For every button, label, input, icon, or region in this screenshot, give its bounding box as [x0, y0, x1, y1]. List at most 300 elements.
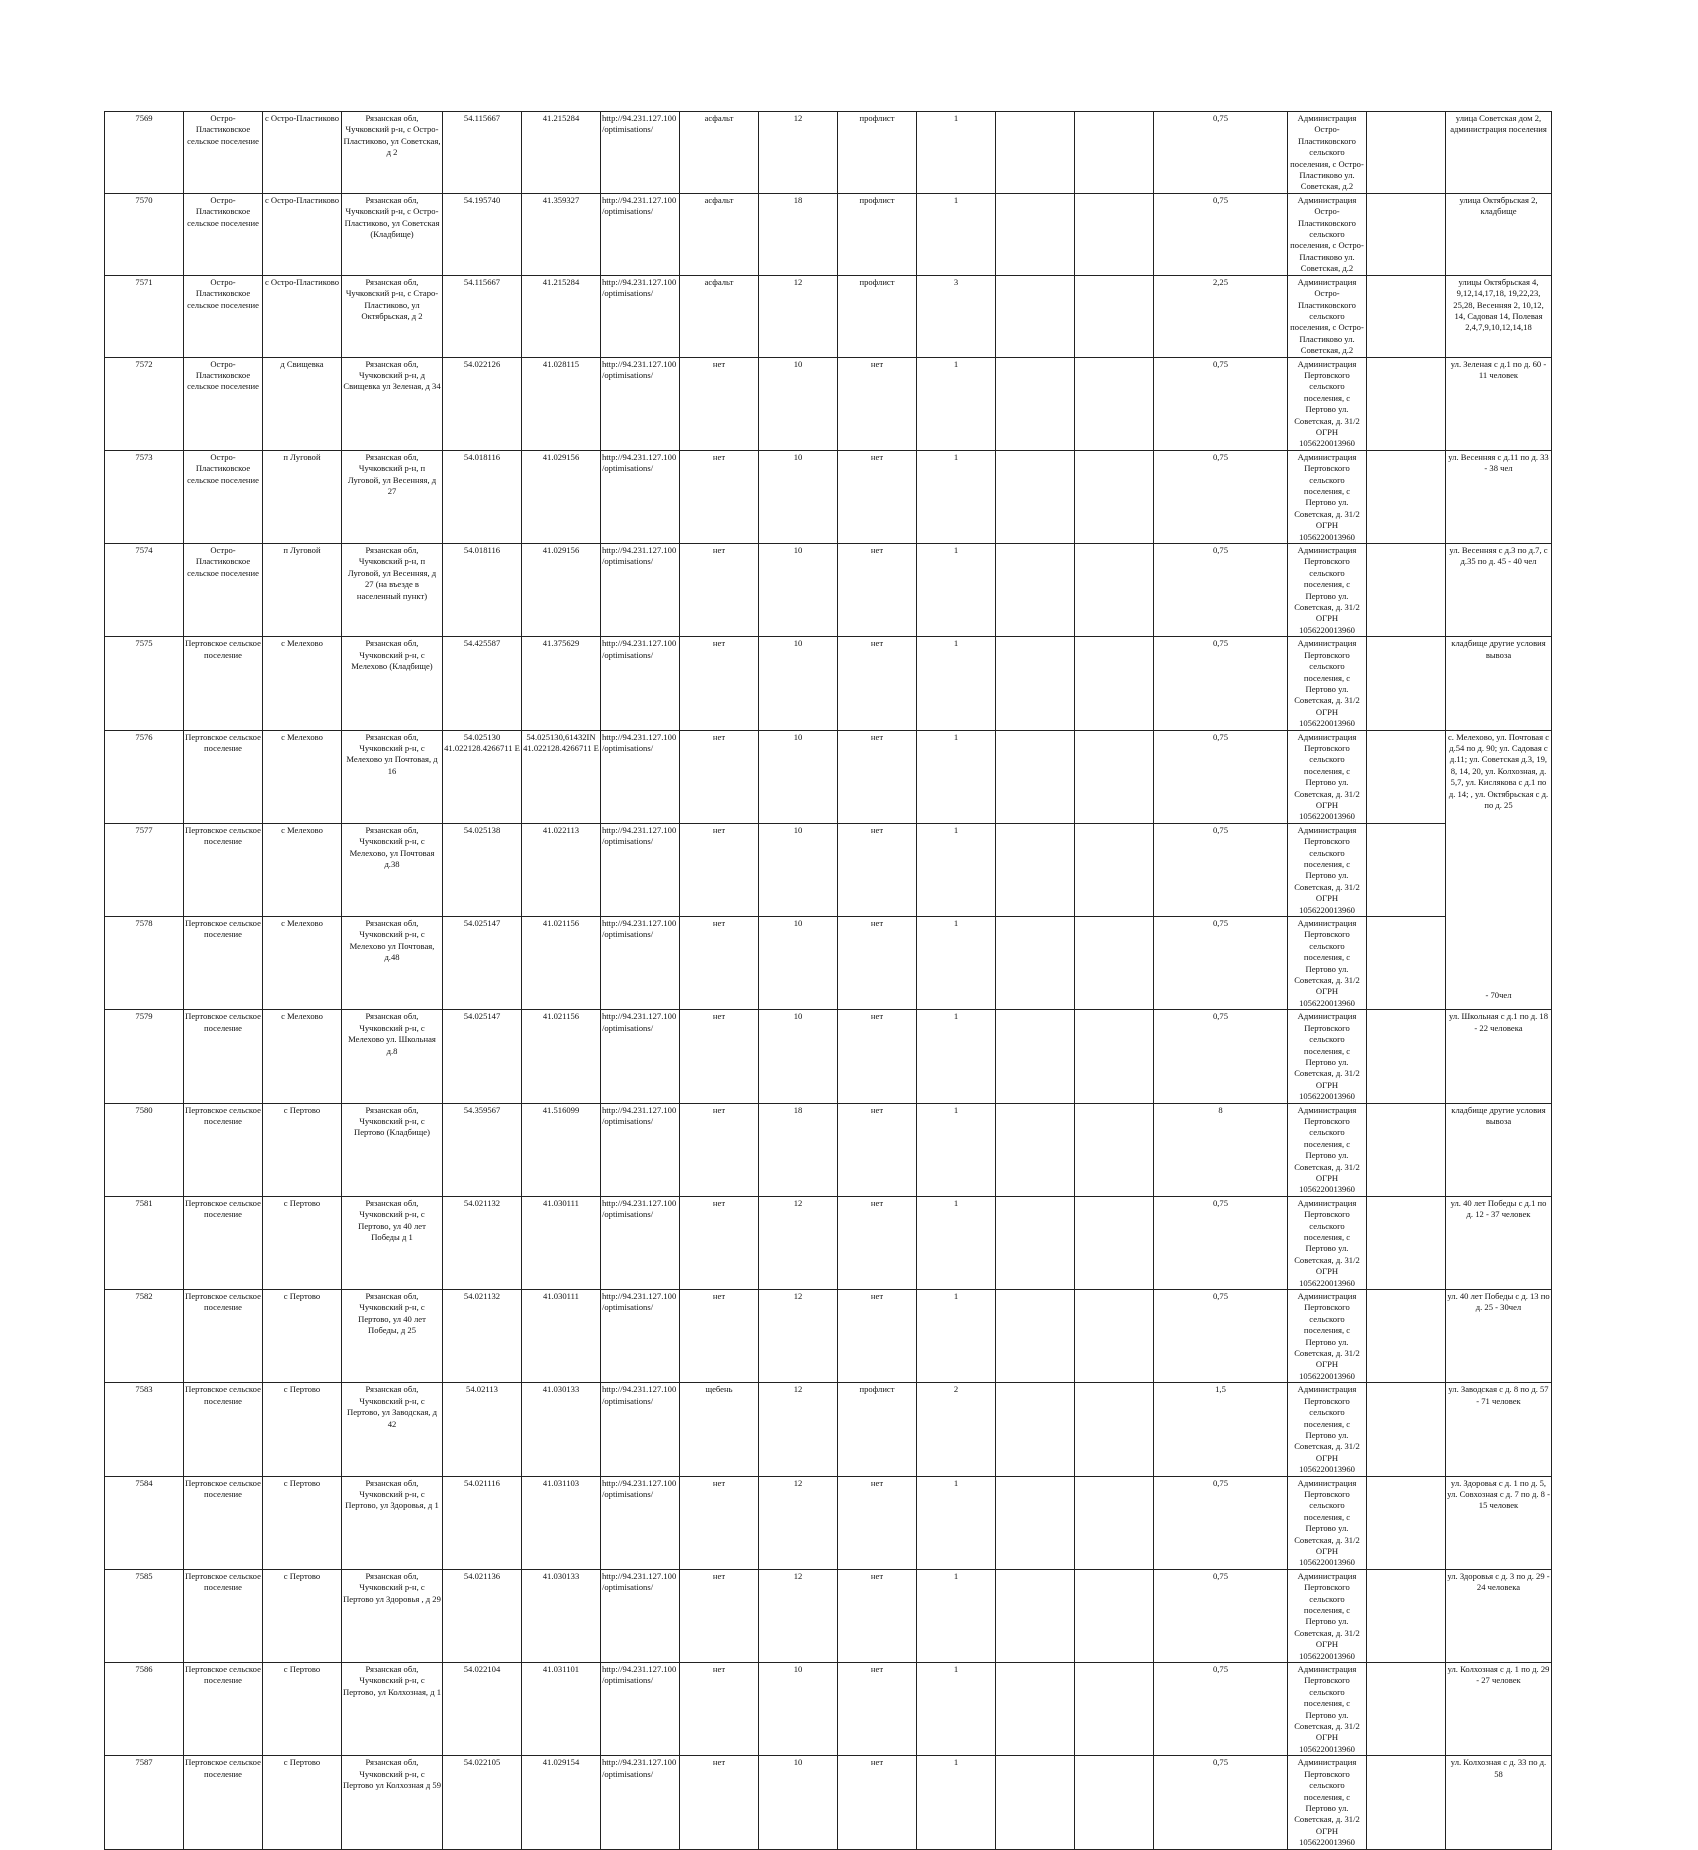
- fence-cell: нет: [838, 1756, 917, 1849]
- settlement-cell: Пертовское сельское поселение: [184, 1383, 263, 1476]
- owner-cell: Администрация Остро-Пластиковского сельского поселения, с Остро-Пластиково ул. Советская, д.2: [1288, 112, 1367, 194]
- address-cell: Рязанская обл, Чучковский р-н, с Пертово (Кладбище): [342, 1103, 443, 1196]
- fence-cell: нет: [838, 357, 917, 450]
- latitude-cell: 54.018116: [443, 544, 522, 637]
- longitude-cell: 41.031101: [522, 1663, 601, 1756]
- settlement-cell: Пертовское сельское поселение: [184, 823, 263, 916]
- empty-cell: [996, 1010, 1075, 1103]
- fence-cell: профлист: [838, 1383, 917, 1476]
- served-objects-cell: ул. Заводская с д. 8 по д. 57 - 71 человек: [1446, 1383, 1552, 1476]
- settlement-cell: Пертовское сельское поселение: [184, 1196, 263, 1289]
- address-cell: Рязанская обл, Чучковский р-н, п Луговой, ул Весенняя, д 27 (на въезде в населенный пункт): [342, 544, 443, 637]
- area-cell: 10: [759, 1756, 838, 1849]
- locality-cell: с Остро-Пластиково: [263, 193, 342, 275]
- link-cell: http://94.231.127.100/optimisations/: [601, 1569, 680, 1662]
- empty-cell: [1075, 730, 1154, 823]
- area-cell: 10: [759, 917, 838, 1010]
- container-count-cell: 1: [917, 1290, 996, 1383]
- settlement-cell: Пертовское сельское поселение: [184, 1103, 263, 1196]
- table-row: [105, 112, 1552, 194]
- locality-cell: с Мелехово: [263, 1010, 342, 1103]
- empty-cell: [996, 112, 1075, 194]
- owner-cell: Администрация Пертовского сельского поселения, с Пертово ул. Советская, д. 31/2 ОГРН 1056220013960: [1288, 1103, 1367, 1196]
- empty-cell: [996, 917, 1075, 1010]
- address-cell: Рязанская обл, Чучковский р-н, с Пертово, ул 40 лет Победы, д 25: [342, 1290, 443, 1383]
- table-row: [105, 1663, 1552, 1756]
- surface-cell: нет: [680, 1476, 759, 1569]
- fence-cell: нет: [838, 450, 917, 543]
- container-count-cell: 3: [917, 275, 996, 357]
- empty-cell: [1075, 275, 1154, 357]
- container-count-cell: 2: [917, 1383, 996, 1476]
- empty-cell: [996, 1569, 1075, 1662]
- table-row: [105, 1290, 1552, 1383]
- empty-cell: [1367, 1756, 1446, 1849]
- empty-cell: [1367, 917, 1446, 1010]
- owner-cell: Администрация Пертовского сельского поселения, с Пертово ул. Советская, д. 31/2 ОГРН 1056220013960: [1288, 357, 1367, 450]
- empty-cell: [1075, 1663, 1154, 1756]
- container-volume-cell: 0,75: [1154, 193, 1288, 275]
- owner-cell: Администрация Остро-Пластиковского сельского поселения, с Остро-Пластиково ул. Советская, д.2: [1288, 193, 1367, 275]
- row-number-cell: 7576: [105, 730, 184, 823]
- empty-cell: [996, 450, 1075, 543]
- row-number-cell: 7581: [105, 1196, 184, 1289]
- locality-cell: с Мелехово: [263, 823, 342, 916]
- longitude-cell: 41.359327: [522, 193, 601, 275]
- latitude-cell: 54.025138: [443, 823, 522, 916]
- longitude-cell: 41.030133: [522, 1569, 601, 1662]
- longitude-cell: 41.021156: [522, 917, 601, 1010]
- container-count-cell: 1: [917, 637, 996, 730]
- settlement-cell: Пертовское сельское поселение: [184, 1663, 263, 1756]
- empty-cell: [996, 730, 1075, 823]
- row-number-cell: 7587: [105, 1756, 184, 1849]
- empty-cell: [996, 1663, 1075, 1756]
- empty-cell: [1367, 275, 1446, 357]
- address-cell: Рязанская обл, Чучковский р-н, с Пертово ул Колхозная д 59: [342, 1756, 443, 1849]
- served-objects-cell: с. Мелехово, ул. Почтовая с д.54 по д. 90; ул. Садовая с д.11; ул. Советская д.3, 19, 8, 14, 20, ул. Колхозная, д. 5,7, ул. Кислякова с д.1 по д. 14; , ул. Октябрьская с д. по д. 25: [1446, 730, 1552, 823]
- longitude-cell: 41.029156: [522, 450, 601, 543]
- row-number-cell: 7577: [105, 823, 184, 916]
- surface-cell: нет: [680, 1569, 759, 1662]
- empty-cell: [1367, 1196, 1446, 1289]
- fence-cell: нет: [838, 1196, 917, 1289]
- surface-cell: нет: [680, 1290, 759, 1383]
- empty-cell: [1075, 544, 1154, 637]
- area-cell: 10: [759, 730, 838, 823]
- table-body: [105, 112, 1552, 1850]
- settlement-cell: Пертовское сельское поселение: [184, 1756, 263, 1849]
- link-cell: http://94.231.127.100/optimisations/: [601, 357, 680, 450]
- fence-cell: нет: [838, 1103, 917, 1196]
- fence-cell: нет: [838, 1569, 917, 1662]
- locality-cell: с Пертово: [263, 1569, 342, 1662]
- locality-cell: с Пертово: [263, 1756, 342, 1849]
- fence-cell: нет: [838, 544, 917, 637]
- table-row: [105, 193, 1552, 275]
- address-cell: Рязанская обл, Чучковский р-н, с Пертово, ул Колхозная, д 1: [342, 1663, 443, 1756]
- served-objects-cell: ул. Здоровья с д. 1 по д. 5, ул. Совхозная с д. 7 по д. 8 - 15 человек: [1446, 1476, 1552, 1569]
- link-cell: http://94.231.127.100/optimisations/: [601, 823, 680, 916]
- area-cell: 12: [759, 1196, 838, 1289]
- served-objects-cell: ул. Весенняя с д.11 по д. 33 - 38 чел: [1446, 450, 1552, 543]
- locality-cell: с Остро-Пластиково: [263, 112, 342, 194]
- owner-cell: Администрация Пертовского сельского поселения, с Пертово ул. Советская, д. 31/2 ОГРН 1056220013960: [1288, 730, 1367, 823]
- table-row: [105, 823, 1552, 916]
- address-cell: Рязанская обл, Чучковский р-н, с Мелехово, ул Почтовая д.38: [342, 823, 443, 916]
- surface-cell: нет: [680, 637, 759, 730]
- empty-cell: [1075, 1756, 1154, 1849]
- link-cell: http://94.231.127.100/optimisations/: [601, 1383, 680, 1476]
- container-volume-cell: 0,75: [1154, 1010, 1288, 1103]
- container-count-cell: 1: [917, 730, 996, 823]
- address-cell: Рязанская обл, Чучковский р-н, с Пертово ул Здоровья , д 29: [342, 1569, 443, 1662]
- latitude-cell: 54.021136: [443, 1569, 522, 1662]
- area-cell: 12: [759, 112, 838, 194]
- table-row: [105, 357, 1552, 450]
- surface-cell: нет: [680, 1196, 759, 1289]
- served-objects-cell: кладбище другие условия вывоза: [1446, 637, 1552, 730]
- settlement-cell: Остро-Пластиковское сельское поселение: [184, 450, 263, 543]
- container-volume-cell: 0,75: [1154, 637, 1288, 730]
- table-row: [105, 275, 1552, 357]
- empty-cell: [1075, 917, 1154, 1010]
- area-cell: 10: [759, 544, 838, 637]
- surface-cell: нет: [680, 1756, 759, 1849]
- served-objects-cell: улицы Октябрьская 4, 9,12,14,17,18, 19,22,23, 25,28, Весенняя 2, 10,12, 14, Садовая 14, Полевая 2,4,7,9,10,12,14,18: [1446, 275, 1552, 357]
- address-cell: Рязанская обл, Чучковский р-н, с Пертово, ул Заводская, д 42: [342, 1383, 443, 1476]
- container-count-cell: 1: [917, 112, 996, 194]
- latitude-cell: 54.115667: [443, 275, 522, 357]
- empty-cell: [1075, 1196, 1154, 1289]
- empty-cell: [1075, 1569, 1154, 1662]
- owner-cell: Администрация Пертовского сельского поселения, с Пертово ул. Советская, д. 31/2 ОГРН 1056220013960: [1288, 1383, 1367, 1476]
- empty-cell: [1075, 1290, 1154, 1383]
- area-cell: 18: [759, 1103, 838, 1196]
- fence-cell: нет: [838, 917, 917, 1010]
- area-cell: 10: [759, 357, 838, 450]
- row-number-cell: 7578: [105, 917, 184, 1010]
- container-volume-cell: 0,75: [1154, 1663, 1288, 1756]
- latitude-cell: 54.425587: [443, 637, 522, 730]
- container-count-cell: 1: [917, 1663, 996, 1756]
- row-number-cell: 7570: [105, 193, 184, 275]
- table-row: [105, 730, 1552, 823]
- settlement-cell: Остро-Пластиковское сельское поселение: [184, 193, 263, 275]
- area-cell: 10: [759, 637, 838, 730]
- empty-cell: [1367, 1569, 1446, 1662]
- latitude-cell: 54.025147: [443, 917, 522, 1010]
- empty-cell: [996, 1196, 1075, 1289]
- empty-cell: [1367, 823, 1446, 916]
- surface-cell: нет: [680, 357, 759, 450]
- owner-cell: Администрация Пертовского сельского поселения, с Пертово ул. Советская, д. 31/2 ОГРН 1056220013960: [1288, 450, 1367, 543]
- table-row: [105, 1196, 1552, 1289]
- row-number-cell: 7575: [105, 637, 184, 730]
- container-count-cell: 1: [917, 1196, 996, 1289]
- settlement-cell: Остро-Пластиковское сельское поселение: [184, 112, 263, 194]
- empty-cell: [1075, 450, 1154, 543]
- empty-cell: [996, 357, 1075, 450]
- longitude-cell: 41.215284: [522, 112, 601, 194]
- area-cell: 12: [759, 1569, 838, 1662]
- fence-cell: нет: [838, 1010, 917, 1103]
- container-count-cell: 1: [917, 917, 996, 1010]
- longitude-cell: 41.029154: [522, 1756, 601, 1849]
- empty-cell: [1367, 1663, 1446, 1756]
- locality-cell: с Мелехово: [263, 730, 342, 823]
- container-volume-cell: 0,75: [1154, 450, 1288, 543]
- settlement-cell: Пертовское сельское поселение: [184, 730, 263, 823]
- container-count-cell: 1: [917, 1569, 996, 1662]
- row-number-cell: 7583: [105, 1383, 184, 1476]
- fence-cell: профлист: [838, 193, 917, 275]
- container-volume-cell: 8: [1154, 1103, 1288, 1196]
- surface-cell: асфальт: [680, 193, 759, 275]
- locality-cell: с Пертово: [263, 1383, 342, 1476]
- address-cell: Рязанская обл, Чучковский р-н, с Остро-Пластиково, ул Советская (Кладбище): [342, 193, 443, 275]
- served-objects-cell: ул. 40 лет Победы с д.1 по д. 12 - 37 человек: [1446, 1196, 1552, 1289]
- served-objects-cell: ул. Весенняя с д.3 по д.7, с д.35 по д. 45 - 40 чел: [1446, 544, 1552, 637]
- empty-cell: [1075, 1103, 1154, 1196]
- table-row: [105, 637, 1552, 730]
- empty-cell: [1367, 1010, 1446, 1103]
- empty-cell: [1075, 193, 1154, 275]
- latitude-cell: 54.022126: [443, 357, 522, 450]
- container-count-cell: 1: [917, 823, 996, 916]
- empty-cell: [1367, 1476, 1446, 1569]
- owner-cell: Администрация Пертовского сельского поселения, с Пертово ул. Советская, д. 31/2 ОГРН 1056220013960: [1288, 1663, 1367, 1756]
- locality-cell: с Пертово: [263, 1663, 342, 1756]
- empty-cell: [1075, 357, 1154, 450]
- empty-cell: [996, 823, 1075, 916]
- empty-cell: [1367, 193, 1446, 275]
- area-cell: 18: [759, 193, 838, 275]
- served-objects-cell: ул. Колхозная с д. 1 по д. 29 - 27 человек: [1446, 1663, 1552, 1756]
- empty-cell: [1367, 637, 1446, 730]
- surface-cell: нет: [680, 1103, 759, 1196]
- surface-cell: нет: [680, 1663, 759, 1756]
- empty-cell: [1075, 1476, 1154, 1569]
- latitude-cell: 54.025147: [443, 1010, 522, 1103]
- link-cell: http://94.231.127.100/optimisations/: [601, 1290, 680, 1383]
- container-count-cell: 1: [917, 193, 996, 275]
- container-volume-cell: 0,75: [1154, 544, 1288, 637]
- link-cell: http://94.231.127.100/optimisations/: [601, 917, 680, 1010]
- settlement-cell: Остро-Пластиковское сельское поселение: [184, 357, 263, 450]
- empty-cell: [996, 1476, 1075, 1569]
- table-row: [105, 1476, 1552, 1569]
- served-objects-cell: ул. Здоровья с д. 3 по д. 29 - 24 человека: [1446, 1569, 1552, 1662]
- locality-cell: п Луговой: [263, 544, 342, 637]
- longitude-cell: 41.022113: [522, 823, 601, 916]
- row-number-cell: 7572: [105, 357, 184, 450]
- table-row: [105, 1756, 1552, 1849]
- link-cell: http://94.231.127.100/optimisations/: [601, 1196, 680, 1289]
- served-objects-cell: улица Советская дом 2, администрация поселения: [1446, 112, 1552, 194]
- empty-cell: [1367, 112, 1446, 194]
- container-count-cell: 1: [917, 1103, 996, 1196]
- container-volume-cell: 0,75: [1154, 917, 1288, 1010]
- link-cell: http://94.231.127.100/optimisations/: [601, 1476, 680, 1569]
- settlement-cell: Пертовское сельское поселение: [184, 637, 263, 730]
- container-volume-cell: 0,75: [1154, 1196, 1288, 1289]
- row-number-cell: 7579: [105, 1010, 184, 1103]
- container-volume-cell: 0,75: [1154, 357, 1288, 450]
- owner-cell: Администрация Пертовского сельского поселения, с Пертово ул. Советская, д. 31/2 ОГРН 1056220013960: [1288, 1010, 1367, 1103]
- row-number-cell: 7580: [105, 1103, 184, 1196]
- table-row: [105, 917, 1552, 1010]
- latitude-cell: 54.022104: [443, 1663, 522, 1756]
- empty-cell: [1075, 1010, 1154, 1103]
- area-cell: 12: [759, 1290, 838, 1383]
- longitude-cell: 41.031103: [522, 1476, 601, 1569]
- served-objects-cell: кладбище другие условия вывоза: [1446, 1103, 1552, 1196]
- container-volume-cell: 0,75: [1154, 112, 1288, 194]
- container-count-cell: 1: [917, 357, 996, 450]
- registry-table: [104, 111, 1552, 1850]
- served-objects-cell: улица Октябрьская 2, кладбище: [1446, 193, 1552, 275]
- surface-cell: нет: [680, 917, 759, 1010]
- empty-cell: [1367, 1383, 1446, 1476]
- row-number-cell: 7569: [105, 112, 184, 194]
- fence-cell: нет: [838, 1663, 917, 1756]
- table-row: [105, 450, 1552, 543]
- latitude-cell: 54.021132: [443, 1290, 522, 1383]
- link-cell: http://94.231.127.100/optimisations/: [601, 1103, 680, 1196]
- container-volume-cell: 0,75: [1154, 1756, 1288, 1849]
- settlement-cell: Остро-Пластиковское сельское поселение: [184, 275, 263, 357]
- longitude-cell: 41.021156: [522, 1010, 601, 1103]
- link-cell: http://94.231.127.100/optimisations/: [601, 275, 680, 357]
- surface-cell: нет: [680, 1010, 759, 1103]
- empty-cell: [1367, 357, 1446, 450]
- latitude-cell: 54.195740: [443, 193, 522, 275]
- address-cell: Рязанская обл, Чучковский р-н, д Свищевка ул Зеленая, д 34: [342, 357, 443, 450]
- link-cell: http://94.231.127.100/optimisations/: [601, 1663, 680, 1756]
- latitude-cell: 54.359567: [443, 1103, 522, 1196]
- area-cell: 10: [759, 450, 838, 543]
- surface-cell: щебень: [680, 1383, 759, 1476]
- empty-cell: [1367, 730, 1446, 823]
- locality-cell: с Пертово: [263, 1196, 342, 1289]
- link-cell: http://94.231.127.100/optimisations/: [601, 544, 680, 637]
- container-volume-cell: 1,5: [1154, 1383, 1288, 1476]
- address-cell: Рязанская обл, Чучковский р-н, с Старо-Пластиково, ул Октябрьская, д 2: [342, 275, 443, 357]
- locality-cell: п Луговой: [263, 450, 342, 543]
- row-number-cell: 7582: [105, 1290, 184, 1383]
- longitude-cell: 41.029156: [522, 544, 601, 637]
- empty-cell: [996, 544, 1075, 637]
- address-cell: Рязанская обл, Чучковский р-н, п Луговой, ул Весенняя, д 27: [342, 450, 443, 543]
- settlement-cell: Пертовское сельское поселение: [184, 1010, 263, 1103]
- address-cell: Рязанская обл, Чучковский р-н, с Мелехово ул Почтовая, д 16: [342, 730, 443, 823]
- container-volume-cell: 0,75: [1154, 1569, 1288, 1662]
- address-cell: Рязанская обл, Чучковский р-н, с Пертово, ул Здоровья, д 1: [342, 1476, 443, 1569]
- fence-cell: нет: [838, 730, 917, 823]
- latitude-cell: 54.025130 41.022128.4266711 Е: [443, 730, 522, 823]
- latitude-cell: 54.115667: [443, 112, 522, 194]
- latitude-cell: 54.022105: [443, 1756, 522, 1849]
- surface-cell: нет: [680, 823, 759, 916]
- served-objects-cell: ул. Колхозная с д. 33 по д. 58: [1446, 1756, 1552, 1849]
- owner-cell: Администрация Пертовского сельского поселения, с Пертово ул. Советская, д. 31/2 ОГРН 1056220013960: [1288, 823, 1367, 916]
- locality-cell: с Пертово: [263, 1476, 342, 1569]
- row-number-cell: 7586: [105, 1663, 184, 1756]
- settlement-cell: Пертовское сельское поселение: [184, 917, 263, 1010]
- row-number-cell: 7574: [105, 544, 184, 637]
- settlement-cell: Пертовское сельское поселение: [184, 1290, 263, 1383]
- row-number-cell: 7585: [105, 1569, 184, 1662]
- address-cell: Рязанская обл, Чучковский р-н, с Мелехово ул Почтовая, д.48: [342, 917, 443, 1010]
- area-cell: 10: [759, 823, 838, 916]
- link-cell: http://94.231.127.100/optimisations/: [601, 1756, 680, 1849]
- container-volume-cell: 2,25: [1154, 275, 1288, 357]
- row-number-cell: 7571: [105, 275, 184, 357]
- empty-cell: [996, 637, 1075, 730]
- longitude-cell: 41.030133: [522, 1383, 601, 1476]
- table-row: [105, 544, 1552, 637]
- served-objects-cell: [1446, 823, 1552, 916]
- served-objects-cell: ул. Зеленая с д.1 по д. 60 - 11 человек: [1446, 357, 1552, 450]
- surface-cell: нет: [680, 544, 759, 637]
- fence-cell: нет: [838, 637, 917, 730]
- empty-cell: [996, 1383, 1075, 1476]
- link-cell: http://94.231.127.100/optimisations/: [601, 1010, 680, 1103]
- fence-cell: профлист: [838, 275, 917, 357]
- container-volume-cell: 0,75: [1154, 823, 1288, 916]
- surface-cell: нет: [680, 450, 759, 543]
- longitude-cell: 41.030111: [522, 1196, 601, 1289]
- empty-cell: [1075, 637, 1154, 730]
- surface-cell: асфальт: [680, 112, 759, 194]
- table-row: [105, 1103, 1552, 1196]
- settlement-cell: Остро-Пластиковское сельское поселение: [184, 544, 263, 637]
- container-volume-cell: 0,75: [1154, 1476, 1288, 1569]
- area-cell: 12: [759, 1383, 838, 1476]
- address-cell: Рязанская обл, Чучковский р-н, с Мелехово (Кладбище): [342, 637, 443, 730]
- table-row: [105, 1383, 1552, 1476]
- served-objects-cell: - 70чел: [1446, 917, 1552, 1010]
- fence-cell: нет: [838, 1290, 917, 1383]
- owner-cell: Администрация Пертовского сельского поселения, с Пертово ул. Советская, д. 31/2 ОГРН 1056220013960: [1288, 1196, 1367, 1289]
- row-number-cell: 7584: [105, 1476, 184, 1569]
- locality-cell: с Остро-Пластиково: [263, 275, 342, 357]
- longitude-cell: 41.375629: [522, 637, 601, 730]
- longitude-cell: 41.516099: [522, 1103, 601, 1196]
- address-cell: Рязанская обл, Чучковский р-н, с Пертово, ул 40 лет Победы д 1: [342, 1196, 443, 1289]
- owner-cell: Администрация Пертовского сельского поселения, с Пертово ул. Советская, д. 31/2 ОГРН 1056220013960: [1288, 637, 1367, 730]
- address-cell: Рязанская обл, Чучковский р-н, с Мелехово ул. Школьная д.8: [342, 1010, 443, 1103]
- owner-cell: Администрация Пертовского сельского поселения, с Пертово ул. Советская, д. 31/2 ОГРН 1056220013960: [1288, 1290, 1367, 1383]
- empty-cell: [996, 193, 1075, 275]
- row-number-cell: 7573: [105, 450, 184, 543]
- settlement-cell: Пертовское сельское поселение: [184, 1569, 263, 1662]
- container-count-cell: 1: [917, 1756, 996, 1849]
- empty-cell: [996, 275, 1075, 357]
- table-row: [105, 1010, 1552, 1103]
- area-cell: 12: [759, 1476, 838, 1569]
- longitude-cell: 41.215284: [522, 275, 601, 357]
- link-cell: http://94.231.127.100/optimisations/: [601, 730, 680, 823]
- container-count-cell: 1: [917, 1476, 996, 1569]
- empty-cell: [996, 1756, 1075, 1849]
- container-count-cell: 1: [917, 544, 996, 637]
- latitude-cell: 54.018116: [443, 450, 522, 543]
- link-cell: http://94.231.127.100/optimisations/: [601, 450, 680, 543]
- longitude-cell: 54.025130,61432IN 41.022128.4266711 Е: [522, 730, 601, 823]
- owner-cell: Администрация Пертовского сельского поселения, с Пертово ул. Советская, д. 31/2 ОГРН 1056220013960: [1288, 1569, 1367, 1662]
